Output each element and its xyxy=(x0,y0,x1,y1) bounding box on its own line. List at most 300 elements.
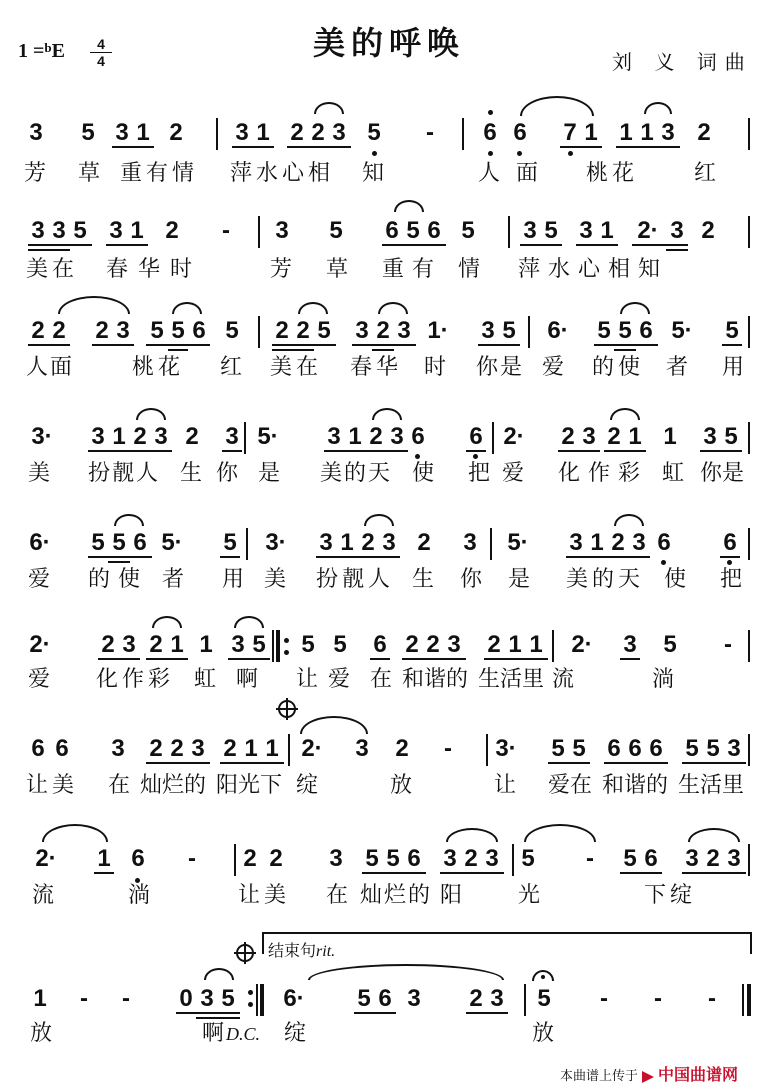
repeat-dot xyxy=(248,1002,253,1007)
slur xyxy=(372,408,402,420)
note: 2 xyxy=(487,631,501,658)
note: - xyxy=(600,985,608,1012)
note: - xyxy=(222,217,230,244)
ending-label: 结束句rit. xyxy=(268,941,336,960)
beam xyxy=(700,450,742,452)
note: 6· xyxy=(29,529,51,556)
note: 5 xyxy=(301,631,315,658)
slur xyxy=(300,716,368,734)
note: 5 xyxy=(112,529,126,556)
note: 5 xyxy=(406,217,420,244)
note: 2 xyxy=(185,423,199,450)
beam xyxy=(382,244,446,246)
barline xyxy=(216,118,218,150)
note: 3 xyxy=(407,985,421,1012)
note: 6 xyxy=(427,217,441,244)
note: 2 xyxy=(706,845,720,872)
lyric: 扮靓人 xyxy=(316,567,395,592)
barline xyxy=(272,630,274,662)
lyric: 是 xyxy=(258,461,281,486)
lyric: 使 xyxy=(664,567,687,592)
lyric: 芳 xyxy=(270,257,293,282)
note: 3· xyxy=(265,529,287,556)
beam xyxy=(287,146,351,148)
final-barline xyxy=(747,984,751,1016)
beam xyxy=(222,450,242,452)
note: 1 xyxy=(628,423,642,450)
lyric: 美的天 xyxy=(320,461,393,486)
slur xyxy=(688,828,740,842)
slur xyxy=(58,296,130,314)
beam xyxy=(366,450,408,452)
note: 6 xyxy=(55,735,69,762)
repeat-dot xyxy=(248,990,253,995)
note: 6 xyxy=(513,119,527,146)
note: 6 xyxy=(607,735,621,762)
beam xyxy=(576,244,618,246)
note: 3 xyxy=(355,735,369,762)
note: 3· xyxy=(495,735,517,762)
note: 2 xyxy=(469,985,483,1012)
lyric: 和谐的 xyxy=(602,773,669,798)
beam xyxy=(358,556,400,558)
beam xyxy=(632,244,688,246)
note: - xyxy=(188,845,196,872)
lyric: 在 xyxy=(326,883,349,908)
note: 1 xyxy=(340,529,354,556)
note: 1 xyxy=(170,631,184,658)
note: 3 xyxy=(632,529,646,556)
lyric: 人面 xyxy=(478,161,555,186)
beam xyxy=(146,762,210,764)
note: 2· xyxy=(503,423,525,450)
slur xyxy=(446,828,498,842)
lyric: 萍水心相知 xyxy=(518,257,669,282)
lyric: 芳 xyxy=(24,161,47,186)
beam xyxy=(88,556,152,558)
note: 3 xyxy=(685,845,699,872)
note: 3 xyxy=(390,423,404,450)
beam xyxy=(94,872,114,874)
note: 2 xyxy=(31,317,45,344)
note: 3 xyxy=(579,217,593,244)
note: 2 xyxy=(561,423,575,450)
note: 5 xyxy=(597,317,611,344)
lyric: 绽 xyxy=(284,1021,307,1046)
note: 6 xyxy=(483,119,497,146)
barline xyxy=(256,984,258,1016)
ending-bracket xyxy=(262,932,752,954)
barline xyxy=(748,734,750,766)
note: 3 xyxy=(111,735,125,762)
note: 5 xyxy=(73,217,87,244)
slur xyxy=(314,102,344,114)
barline xyxy=(258,216,260,248)
lyric: 虹 xyxy=(194,667,217,692)
lyric: 生 xyxy=(412,567,435,592)
note: 2 xyxy=(243,845,257,872)
note: 2 xyxy=(395,735,409,762)
note: - xyxy=(80,985,88,1012)
slur xyxy=(234,616,264,628)
slur xyxy=(364,514,394,526)
note: 5 xyxy=(386,845,400,872)
lyric-row-6 xyxy=(0,666,778,698)
note: 5 xyxy=(725,317,739,344)
note: 2 xyxy=(701,217,715,244)
note: 5 xyxy=(663,631,677,658)
lyric-row-2 xyxy=(0,256,778,288)
slur xyxy=(644,102,672,114)
note: 1 xyxy=(600,217,614,244)
note: 2 xyxy=(464,845,478,872)
beam xyxy=(548,762,590,764)
note: 5 xyxy=(618,317,632,344)
note: 3 xyxy=(355,317,369,344)
lyric: 春华时 xyxy=(106,257,203,282)
octave-dot xyxy=(415,454,420,459)
song-title: 美的呼唤 xyxy=(312,24,465,62)
note: 2 xyxy=(607,423,621,450)
note: 5 xyxy=(221,985,235,1012)
note: 2 xyxy=(376,317,390,344)
beam xyxy=(520,244,562,246)
slur xyxy=(42,824,108,842)
repeat-end-barline xyxy=(260,984,264,1016)
note: 1 xyxy=(663,423,677,450)
beam xyxy=(146,344,210,346)
note: 1 xyxy=(348,423,362,450)
note: 3 xyxy=(200,985,214,1012)
lyric: 爱在 xyxy=(548,773,593,798)
note: 2 xyxy=(165,217,179,244)
coda-sign xyxy=(236,944,254,962)
repeat-dot xyxy=(284,638,289,643)
note: 1 xyxy=(508,631,522,658)
lyric: 啊 xyxy=(202,1021,225,1046)
note: 1· xyxy=(427,317,449,344)
note: 3 xyxy=(29,119,43,146)
note: - xyxy=(586,845,594,872)
beam xyxy=(220,762,284,764)
beam xyxy=(28,344,70,346)
note: 3 xyxy=(463,529,477,556)
lyric: 让 xyxy=(494,773,517,798)
lyric: 让 xyxy=(296,667,319,692)
beam xyxy=(466,1012,508,1014)
barline xyxy=(552,630,554,662)
note: 3 xyxy=(485,845,499,872)
lyric: 者 xyxy=(666,355,689,380)
lyric: 美在 xyxy=(270,355,323,380)
note: 3 xyxy=(397,317,411,344)
note: 2 xyxy=(169,119,183,146)
lyric: 光 xyxy=(518,883,541,908)
note: - xyxy=(654,985,662,1012)
lyric: 把 xyxy=(468,461,491,486)
note: 0 xyxy=(179,985,193,1012)
beam xyxy=(402,658,466,660)
octave-dot xyxy=(517,151,522,156)
lyric: 把 xyxy=(720,567,743,592)
barline xyxy=(234,844,236,876)
barline xyxy=(528,316,530,348)
note: 2· xyxy=(301,735,323,762)
beam xyxy=(108,561,130,563)
octave-dot xyxy=(568,151,573,156)
notation-row-2 xyxy=(0,214,778,258)
composer-credit: 刘 义 词曲 xyxy=(612,50,753,74)
note: 3 xyxy=(670,217,684,244)
note: 5· xyxy=(257,423,279,450)
beam xyxy=(88,450,130,452)
note: 6 xyxy=(407,845,421,872)
note: 1 xyxy=(199,631,213,658)
note: 6 xyxy=(385,217,399,244)
note: 2 xyxy=(290,119,304,146)
barline xyxy=(486,734,488,766)
beam xyxy=(370,658,390,660)
note: 2 xyxy=(133,423,147,450)
note: 3 xyxy=(122,631,136,658)
beam xyxy=(372,349,394,351)
lyric: 啊 xyxy=(236,667,259,692)
note: 3 xyxy=(727,845,741,872)
note: 6 xyxy=(31,735,45,762)
note: 6 xyxy=(133,529,147,556)
note: 3 xyxy=(319,529,333,556)
note: 5 xyxy=(171,317,185,344)
beam xyxy=(682,762,746,764)
note: 5 xyxy=(623,845,637,872)
note: 2· xyxy=(29,631,51,658)
notation-row-8 xyxy=(0,842,778,886)
lyric-row-9 xyxy=(0,1020,778,1052)
lyric: 人面 xyxy=(26,355,75,380)
note: 2 xyxy=(101,631,115,658)
note: 5 xyxy=(252,631,266,658)
lyric: 阳 xyxy=(440,883,463,908)
note: 3 xyxy=(623,631,637,658)
lyric: 灿烂的 xyxy=(140,773,207,798)
beam xyxy=(558,450,600,452)
lyric: 春华 xyxy=(350,355,403,380)
barline xyxy=(748,316,750,348)
lyric: 红 xyxy=(694,161,717,186)
barline xyxy=(512,844,514,876)
lyric: 流 xyxy=(32,883,55,908)
beam xyxy=(92,344,134,346)
note: 2· xyxy=(637,217,659,244)
note: 1 xyxy=(97,845,111,872)
note: 1 xyxy=(640,119,654,146)
note: 5 xyxy=(223,529,237,556)
note: 5 xyxy=(81,119,95,146)
note: 2 xyxy=(52,317,66,344)
note: 5 xyxy=(572,735,586,762)
lyric: 草 xyxy=(78,161,101,186)
note: 5· xyxy=(507,529,529,556)
slur xyxy=(114,514,144,526)
note: 5 xyxy=(317,317,331,344)
barline xyxy=(748,630,750,662)
note: 5 xyxy=(357,985,371,1012)
note: 5 xyxy=(367,119,381,146)
notation-row-1 xyxy=(0,116,778,160)
beam xyxy=(478,344,520,346)
beam xyxy=(620,872,662,874)
beam xyxy=(28,249,70,251)
note: 1 xyxy=(529,631,543,658)
lyric: 爱 xyxy=(502,461,525,486)
barline xyxy=(748,844,750,876)
beam xyxy=(112,146,154,148)
slur xyxy=(610,408,640,420)
note: 6 xyxy=(411,423,425,450)
barline xyxy=(244,422,246,454)
note: 3 xyxy=(235,119,249,146)
note: 5 xyxy=(502,317,516,344)
barline xyxy=(748,118,750,150)
note: 3 xyxy=(661,119,675,146)
lyric: 者 xyxy=(162,567,185,592)
lyric: 放 xyxy=(390,773,413,798)
note: 3 xyxy=(490,985,504,1012)
note: 2 xyxy=(95,317,109,344)
lyric: 使 xyxy=(412,461,435,486)
slur xyxy=(620,302,650,314)
note: 6 xyxy=(469,423,483,450)
lyric: 淌 xyxy=(128,883,151,908)
note: 3 xyxy=(447,631,461,658)
beam xyxy=(28,244,92,246)
note: 3 xyxy=(703,423,717,450)
note: 1 xyxy=(130,217,144,244)
note: 7 xyxy=(563,119,577,146)
lyric: 扮靓人 xyxy=(88,461,161,486)
lyric: 重有 xyxy=(382,257,443,282)
note: 5· xyxy=(671,317,693,344)
lyric: 让美 xyxy=(26,773,79,798)
slur xyxy=(308,964,504,980)
slur xyxy=(524,824,596,842)
note: 2 xyxy=(269,845,283,872)
note: 5 xyxy=(333,631,347,658)
barline xyxy=(490,528,492,560)
note: 1 xyxy=(584,119,598,146)
note: 5 xyxy=(685,735,699,762)
lyric: 爱 xyxy=(28,567,51,592)
lyric: 的使 xyxy=(592,355,645,380)
note: 3 xyxy=(382,529,396,556)
beam xyxy=(608,556,650,558)
beam xyxy=(272,349,314,351)
beam xyxy=(484,658,548,660)
note: 5 xyxy=(706,735,720,762)
note: 6 xyxy=(373,631,387,658)
lyric: 下绽 xyxy=(644,883,697,908)
note: 2 xyxy=(223,735,237,762)
beam xyxy=(130,450,172,452)
slur xyxy=(136,408,166,420)
note: - xyxy=(708,985,716,1012)
lyric: 你 xyxy=(216,461,239,486)
note: 6 xyxy=(644,845,658,872)
octave-dot xyxy=(473,454,478,459)
slur xyxy=(298,302,328,314)
lyric: 知 xyxy=(362,161,385,186)
beam xyxy=(722,344,742,346)
barline xyxy=(288,734,290,766)
note: 2 xyxy=(275,317,289,344)
beam xyxy=(354,1012,396,1014)
note: 3 xyxy=(115,119,129,146)
note: 3 xyxy=(443,845,457,872)
lyric: 用 xyxy=(222,567,245,592)
key-signature: 1 =$^b$E xyxy=(18,40,65,62)
beam xyxy=(352,344,416,346)
note: 5 xyxy=(461,217,475,244)
note: 3· xyxy=(31,423,53,450)
fermata-dot xyxy=(541,975,545,979)
note: 5 xyxy=(537,985,551,1012)
beam xyxy=(566,556,608,558)
note: 5· xyxy=(161,529,183,556)
lyric: 时 xyxy=(424,355,447,380)
slur xyxy=(152,616,182,628)
slur xyxy=(204,968,234,980)
lyric-row-3 xyxy=(0,354,778,386)
time-signature: 4 4 xyxy=(90,36,112,69)
lyric: 放 xyxy=(30,1021,53,1046)
beam xyxy=(168,349,188,351)
note: 1 xyxy=(256,119,270,146)
octave-dot xyxy=(372,151,377,156)
note: 1 xyxy=(590,529,604,556)
note: 6 xyxy=(628,735,642,762)
octave-dot xyxy=(488,110,493,115)
note: 3 xyxy=(109,217,123,244)
note: 6 xyxy=(639,317,653,344)
lyric: 阳光下 xyxy=(216,773,283,798)
barline xyxy=(508,216,510,248)
note: 5 xyxy=(544,217,558,244)
note: 2 xyxy=(405,631,419,658)
note: 6 xyxy=(131,845,145,872)
beam xyxy=(614,349,636,351)
lyric: 生活里 xyxy=(478,667,545,692)
notation-row-7 xyxy=(0,732,778,776)
note: 1 xyxy=(33,985,47,1012)
note: 3 xyxy=(52,217,66,244)
note: 3 xyxy=(91,423,105,450)
beam xyxy=(560,146,602,148)
note: 2 xyxy=(426,631,440,658)
note: 6 xyxy=(657,529,671,556)
note: 2 xyxy=(311,119,325,146)
beam xyxy=(720,556,740,558)
note: 2 xyxy=(697,119,711,146)
note: - xyxy=(122,985,130,1012)
lyric: 你 xyxy=(460,567,483,592)
lyric: 在 xyxy=(370,667,393,692)
beam xyxy=(604,762,668,764)
lyric: 生活里 xyxy=(678,773,745,798)
barline xyxy=(246,528,248,560)
note: 1 xyxy=(112,423,126,450)
note: 3 xyxy=(582,423,596,450)
note: 2· xyxy=(35,845,57,872)
